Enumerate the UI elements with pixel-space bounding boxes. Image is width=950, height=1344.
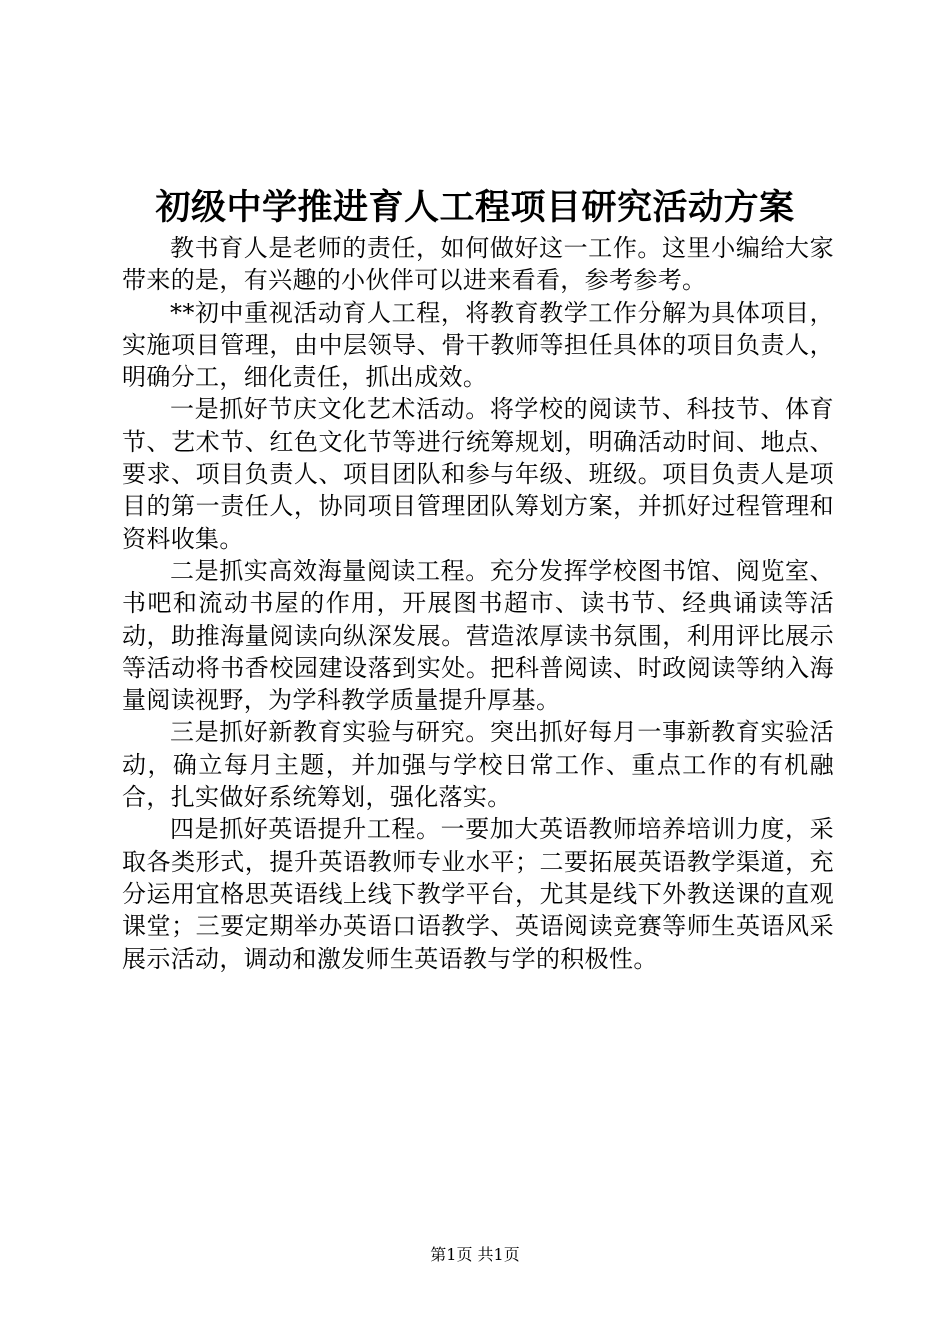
paragraph-item-three: 三是抓好新教育实验与研究。突出抓好每月一事新教育实验活动，确立每月主题，并加强与学校日常工作、重点工作的有机融合，扎实做好系统筹划，强化落实。 [122, 718, 834, 812]
paragraph-overview: **初中重视活动育人工程，将教育教学工作分解为具体项目，实施项目管理，由中层领导、骨干教师等担任具体的项目负责人，明确分工，细化责任，抓出成效。 [122, 298, 834, 392]
document-body [122, 232, 834, 975]
paragraph-intro: 教书育人是老师的责任，如何做好这一工作。这里小编给大家带来的是，有兴趣的小伙伴可以进来看看，参考参考。 [122, 234, 834, 295]
paragraph-item-two: 二是抓实高效海量阅读工程。充分发挥学校图书馆、阅览室、书吧和流动书屋的作用，开展图书超市、读书节、经典诵读等活动，助推海量阅读向纵深发展。营造浓厚读书氛围，利用评比展示等活动将书香校园建设落到实处。把科普阅读、时政阅读等纳入海量阅读视野，为学科教学质量提升厚基。 [122, 556, 834, 715]
paragraph-item-four: 四是抓好英语提升工程。一要加大英语教师培养培训力度，采取各类形式，提升英语教师专业水平；二要拓展英语教学渠道，充分运用宜格思英语线上线下教学平台，尤其是线下外教送课的直观课堂；三要定期举办英语口语教学、英语阅读竞赛等师生英语风采展示活动，调动和激发师生英语教与学的积极性。 [122, 815, 834, 973]
document-title: 初级中学推进育人工程项目研究活动方案 [155, 187, 795, 228]
paragraph-item-one: 一是抓好节庆文化艺术活动。将学校的阅读节、科技节、体育节、艺术节、红色文化节等进行统筹规划，明确活动时间、地点、要求、项目负责人、项目团队和参与年级、班级。项目负责人是项目的第一责任人，协同项目管理团队筹划方案，并抓好过程管理和资料收集。 [122, 395, 834, 553]
page-number-footer: 第1页 共1页 [430, 1245, 520, 1264]
